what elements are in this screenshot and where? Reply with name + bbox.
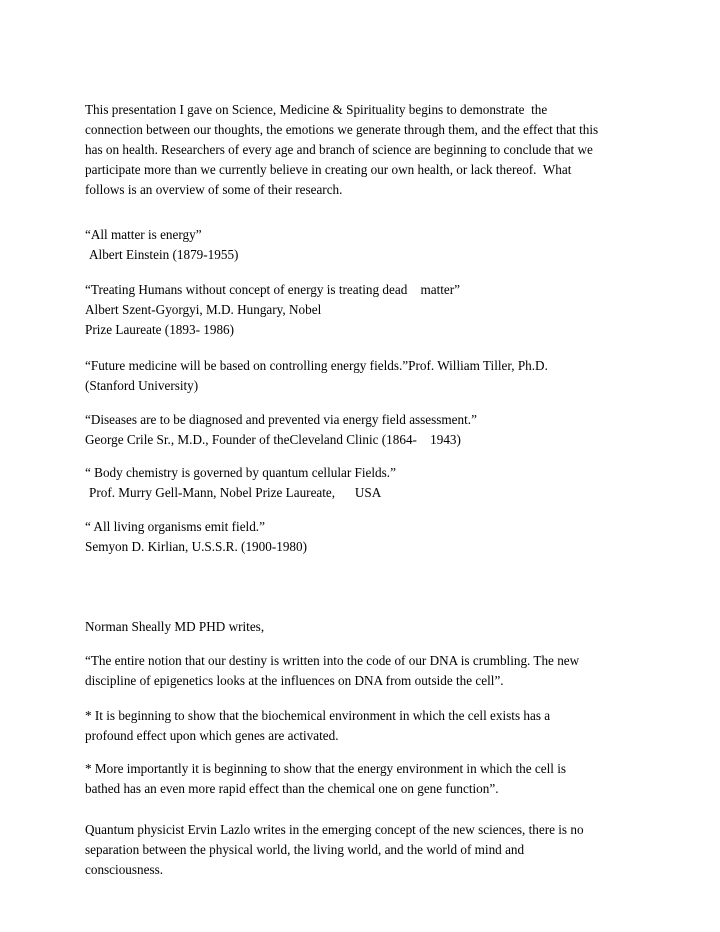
quote-author: Semyon D. Kirlian, U.S.S.R. (1900-1980) [85,539,307,554]
quote-author: (Stanford University) [85,378,199,393]
bullet-line: * It is beginning to show that the biochemical environment in which the cell exists has a [85,708,551,723]
intro-line: This presentation I gave on Science, Medicine & Spirituality begins to demonstrate the [85,102,548,117]
bullet-line: profound effect upon which genes are activated. [85,728,339,743]
bullet-line: * More importantly it is beginning to show that the energy environment in which the cell is [85,761,567,776]
quote-author: Albert Szent-Gyorgyi, M.D. Hungary, Nobel [85,302,322,317]
intro-line: has on health. Researchers of every age and branch of science are beginning to conclude that we [85,142,593,157]
paragraph-line: Quantum physicist Ervin Lazlo writes in the emerging concept of the new sciences, there is no [85,822,584,837]
quote-text: “ Body chemistry is governed by quantum cellular Fields.” [85,465,396,480]
quote-author: Prof. Murry Gell-Mann, Nobel Prize Laureate, USA [89,485,382,500]
paragraph-line: “The entire notion that our destiny is written into the code of our DNA is crumbling. The new [85,653,580,668]
quote-text: “Future medicine will be based on controlling energy fields.”Prof. William Tiller, Ph.D. [85,358,548,373]
intro-line: participate more than we currently believe in creating our own health, or lack thereof. What [85,162,572,177]
quote-author: Albert Einstein (1879-1955) [89,247,239,262]
intro-line: follows is an overview of some of their research. [85,182,343,197]
section-heading: Norman Sheally MD PHD writes, [85,619,265,634]
quote-text: “ All living organisms emit field.” [85,519,265,534]
quote-text: “All matter is energy” [85,227,202,242]
quote-text: “Diseases are to be diagnosed and prevented via energy field assessment.” [85,412,477,427]
quote-author: Prize Laureate (1893- 1986) [85,322,235,337]
paragraph-line: discipline of epigenetics looks at the influences on DNA from outside the cell”. [85,673,504,688]
quote-author: George Crile Sr., M.D., Founder of theCleveland Clinic (1864- 1943) [85,432,461,447]
quote-text: “Treating Humans without concept of energy is treating dead matter” [85,282,461,297]
intro-line: connection between our thoughts, the emotions we generate through them, and the effect that this [85,122,599,137]
paragraph-line: consciousness. [85,862,164,877]
paragraph-line: separation between the physical world, the living world, and the world of mind and [85,842,525,857]
bullet-line: bathed has an even more rapid effect than the chemical one on gene function”. [85,781,499,796]
